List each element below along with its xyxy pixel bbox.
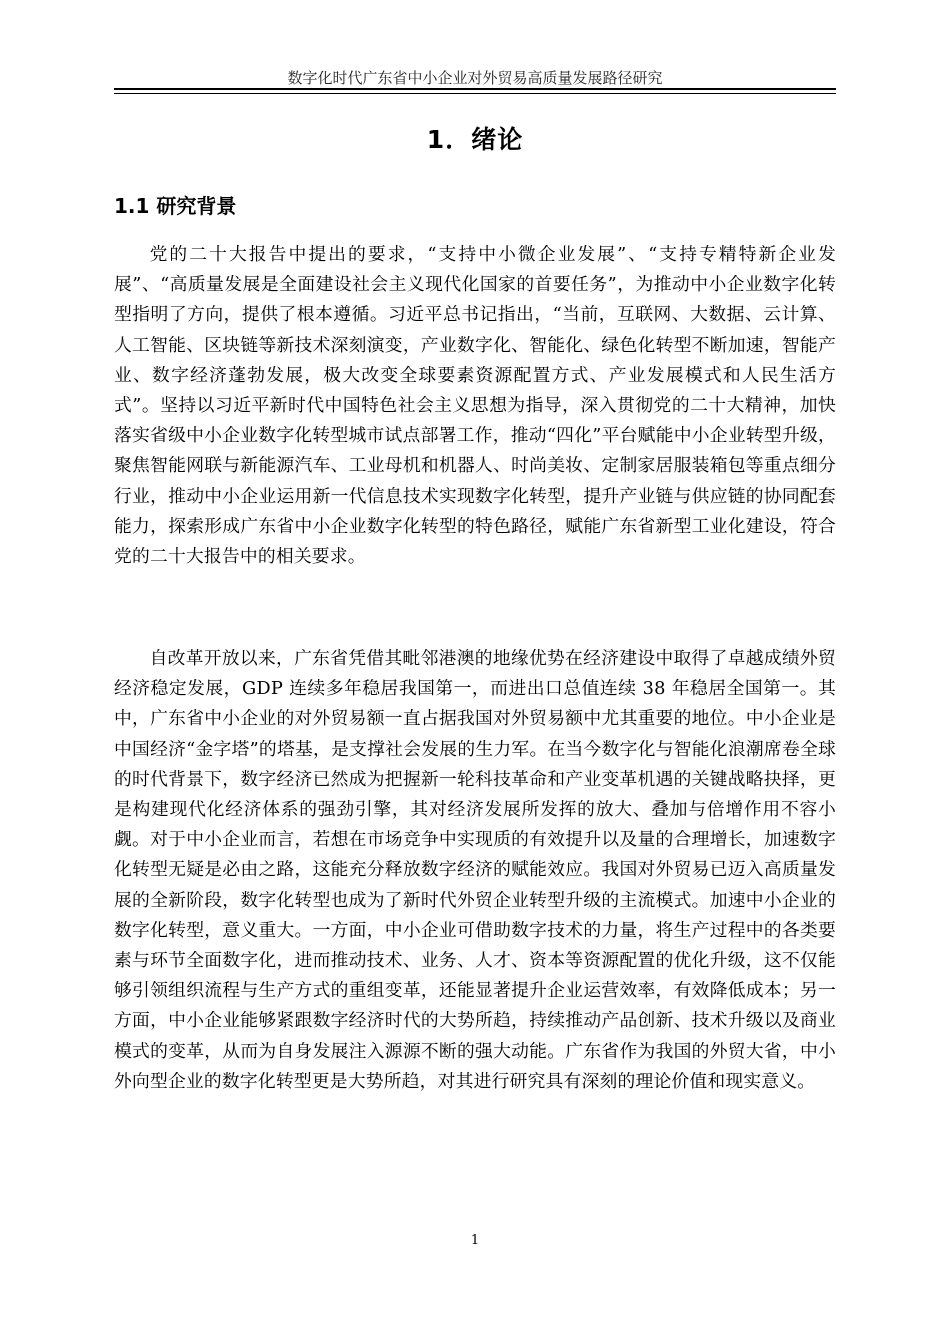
header-rule-thick xyxy=(114,88,836,90)
header-rule-thin xyxy=(114,93,836,94)
running-header: 数字化时代广东省中小企业对外贸易高质量发展路径研究 xyxy=(287,69,663,87)
section-title: 1.1 研究背景 xyxy=(114,194,237,218)
chapter-title: 1．绪论 xyxy=(426,125,524,154)
body-paragraph-2: 自改革开放以来，广东省凭借其毗邻港澳的地缘优势在经济建设中取得了卓越成绩外贸经济稳定发展，GDP 连续多年稳居我国第一，而进出口总值连续 38 年稳居全国第一。其中，广东省中小企业的对外贸易额一直占据我国对外贸易额中尤其重要的地位。中小企业是中国经济“金字塔”的塔基，是支撑社会发展的生力军。在当今数字化与智能化浪潮席卷全球的时代背景下，数字经济已然成为把握新一轮科技革命和产业变革机遇的关键战略抉择，更是构建现代化经济体系的强劲引擎，其对经济发展所发挥的放大、叠加与倍增作用不容小觑。对于中小企业而言，若想在市场竞争中实现质的有效提升以及量的合理增长，加速数字化转型无疑是必由之路，这能充分释放数字经济的赋能效应。我国对外贸易已迈入高质量发展的全新阶段，数字化转型也成为了新时代外贸企业转型升级的主流模式。加速中小企业的数字化转型，意义重大。一方面，中小企业可借助数字技术的力量，将生产过程中的各类要素与环节全面数字化，进而推动技术、业务、人才、资本等资源配置的优化升级，这不仅能够引领组织流程与生产方式的重组变革，还能显著提升企业运营效率，有效降低成本；另一方面，中小企业能够紧跟数字经济时代的大势所趋，持续推动产品创新、技术升级以及商业模式的变革，从而为自身发展注入源源不断的强大动能。广东省作为我国的外贸大省，中小外向型企业的数字化转型更是大势所趋，对其进行研究具有深刻的理论价值和现实意义。 xyxy=(114,648,836,1092)
page-number: 1 xyxy=(470,1233,480,1248)
body-paragraph-1: 党的二十大报告中提出的要求，“支持中小微企业发展”、“支持专精特新企业发展”、“高质量发展是全面建设社会主义现代化国家的首要任务”，为推动中小企业数字化转型指明了方向，提供了根本遵循。习近平总书记指出，“当前，互联网、大数据、云计算、人工智能、区块链等新技术深刻演变，产业数字化、智能化、绿色化转型不断加速，智能产业、数字经济蓬勃发展，极大改变全球要素资源配置方式、产业发展模式和人民生活方式”。坚持以习近平新时代中国特色社会主义思想为指导，深入贯彻党的二十大精神，加快落实省级中小企业数字化转型城市试点部署工作，推动“四化”平台赋能中小企业转型升级，聚焦智能网联与新能源汽车、工业母机和机器人、时尚美妆、定制家居服装箱包等重点细分行业，推动中小企业运用新一代信息技术实现数字化转型，提升产业链与供应链的协同配套能力，探索形成广东省中小企业数字化转型的特色路径，赋能广东省新型工业化建设，符合党的二十大报告中的相关要求。 xyxy=(114,244,836,568)
